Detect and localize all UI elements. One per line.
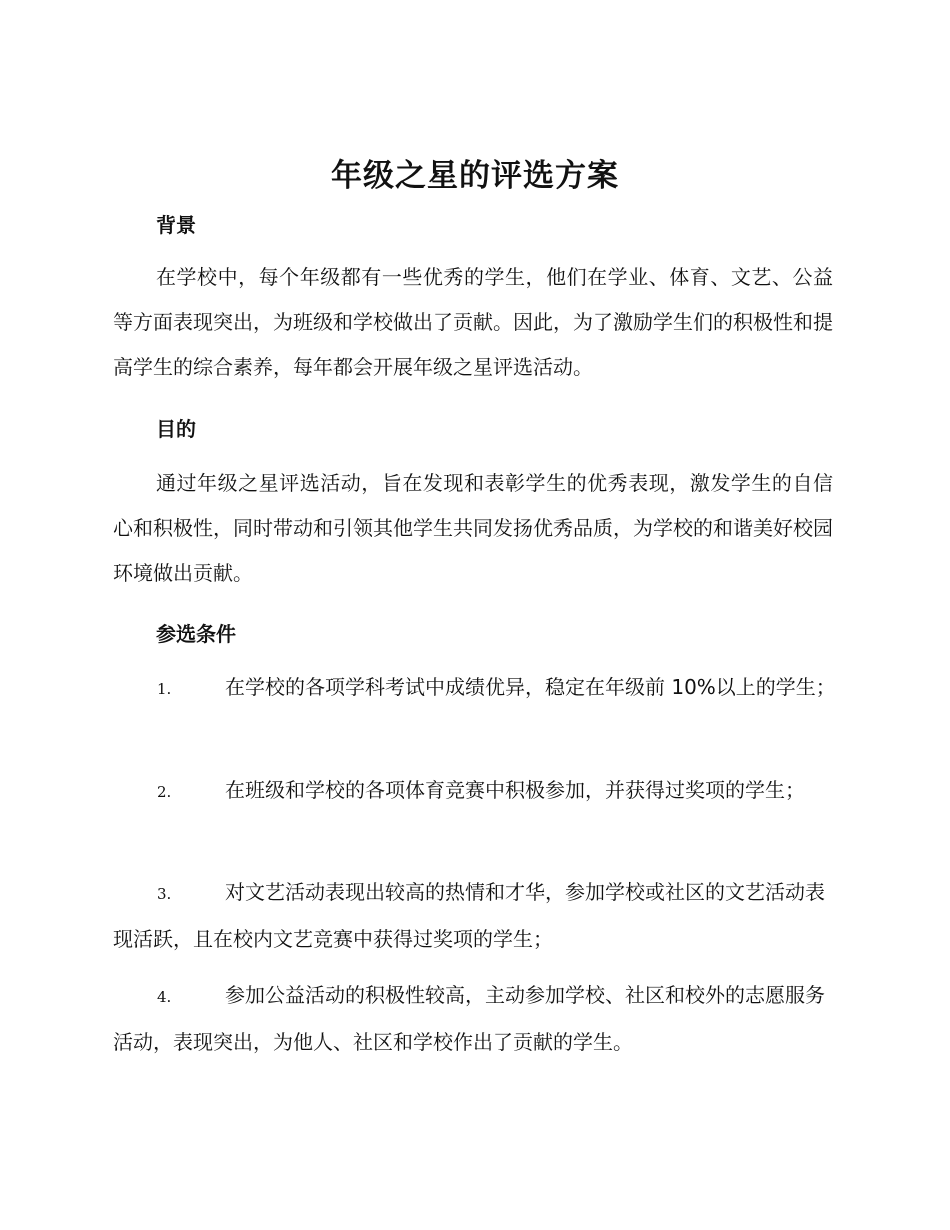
section-heading-eligibility: 参选条件 [156,622,236,646]
list-item-number: 1. [157,680,172,698]
list-item [113,768,838,815]
list-item [113,665,838,712]
list-item-text: 在学校的各项学科考试中成绩优异，稳定在年级前 10%以上的学生； [225,675,836,699]
list-item-text: 参加公益活动的积极性较高，主动参加学校、社区和校外的志愿服务活动，表现突出，为他人、社区和学校作出了贡献的学生。 [113,983,825,1054]
list-item-number: 2. [157,783,172,801]
section-heading-background: 背景 [156,213,196,237]
section-paragraph-purpose: 通过年级之星评选活动，旨在发现和表彰学生的优秀表现，激发学生的自信心和积极性，同时带动和引领其他学生共同发扬优秀品质，为学校的和谐美好校园环境做出贡献。 [113,471,833,585]
list-item-number: 3. [157,885,172,903]
list-item [113,973,838,1065]
section-paragraph-background: 在学校中，每个年级都有一些优秀的学生，他们在学业、体育、文艺、公益等方面表现突出，为班级和学校做出了贡献。因此，为了激励学生们的积极性和提高学生的综合素养，每年都会开展年级之星评选活动。 [113,265,833,379]
list-item-text: 对文艺活动表现出较高的热情和才华，参加学校或社区的文艺活动表现活跃，且在校内文艺竞赛中获得过奖项的学生； [113,880,825,951]
list-item [113,870,838,962]
document-title: 年级之星的评选方案 [331,158,619,194]
list-item-number: 4. [157,988,172,1006]
section-heading-purpose: 目的 [156,417,196,441]
list-item-text: 在班级和学校的各项体育竞赛中积极参加，并获得过奖项的学生； [225,778,805,802]
